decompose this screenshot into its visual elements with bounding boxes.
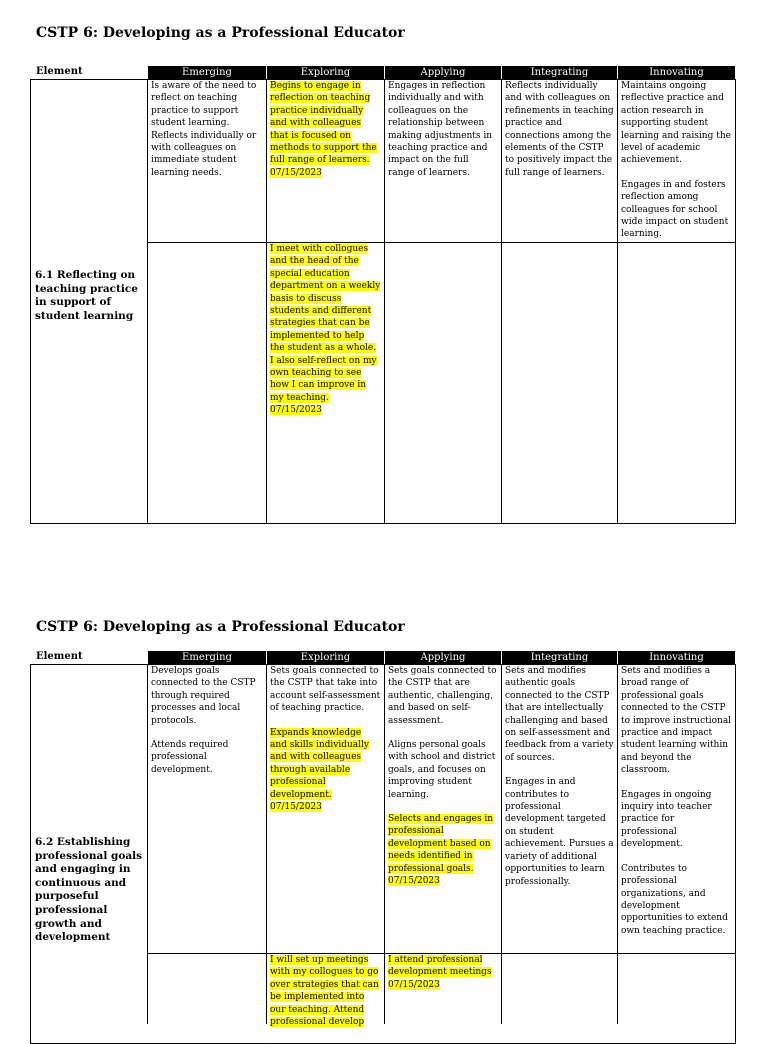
descriptor-text: Engages in and fosters reflection among colleagues for school wide impact on student learning.	[621, 179, 729, 240]
evidence-text: I attend professional development meetings	[388, 955, 492, 978]
level-header-exploring: Exploring	[267, 66, 384, 79]
descriptor-text: Sets and modifies authentic goals connected to the CSTP that are intellectually challenging and based on self-assessment and feedback from a variety of sources.	[505, 666, 614, 763]
descriptor-text: Sets goals connected to the CSTP that take into account self-assessment of teaching practice.	[270, 666, 381, 714]
level-header-integrating: Integrating	[502, 651, 617, 664]
date-stamp: 07/15/2023	[270, 802, 322, 813]
descriptor-exploring	[267, 665, 384, 813]
level-header-emerging: Emerging	[148, 66, 266, 79]
evidence-applying	[385, 954, 501, 991]
element-column-header: Element	[36, 651, 83, 662]
descriptor-text: Expands knowledge and skills individually and with colleagues through available professional development.	[270, 727, 370, 800]
descriptor-applying	[385, 80, 501, 179]
evidence-exploring	[267, 243, 384, 417]
level-header-innovating: Innovating	[618, 651, 735, 664]
level-header-innovating: Innovating	[618, 66, 735, 79]
descriptor-text: Engages in and contributes to professional development targeted on student achievement. Pursues a variety of additional opportunities to learn professionally.	[505, 777, 614, 887]
descriptor-emerging	[148, 80, 266, 179]
date-stamp: 07/15/2023	[270, 405, 322, 416]
descriptor-innovating	[618, 80, 735, 241]
level-header-emerging: Emerging	[148, 651, 266, 664]
descriptor-text: Aligns personal goals with school and district goals, and focuses on improving student learning.	[388, 740, 496, 800]
descriptor-text: Begins to engage in reflection on teaching practice individually and with colleagues that is focused on methods to support the full range of learners.	[270, 81, 377, 166]
element-column-header: Element	[36, 66, 83, 77]
element-label: 6.1 Reflecting on teaching practice in support of student learning	[35, 269, 138, 322]
level-header-applying: Applying	[385, 66, 501, 79]
page-title: CSTP 6: Developing as a Professional Educator	[36, 25, 405, 41]
descriptor-exploring	[267, 80, 384, 179]
descriptor-integrating	[502, 80, 617, 179]
descriptor-text: Maintains ongoing reflective practice and action research in supporting student learning and raising the level of academic achievement.	[621, 81, 731, 166]
level-header-exploring: Exploring	[267, 651, 384, 664]
descriptor-text: Attends required professional development.	[151, 740, 229, 775]
descriptor-integrating	[502, 665, 617, 888]
descriptor-text: Reflects individually and with colleagues on refinements in teaching practice and connections among the elements of the CSTP to positively impact the full range of learners.	[505, 81, 614, 178]
evidence-text: I will set up meetings with my collogues to go over strategies that can be implemented into our teaching. Attend professional develop	[270, 955, 379, 1028]
page-title: CSTP 6: Developing as a Professional Educator	[36, 619, 405, 635]
element-label: 6.2 Establishing professional goals and engaging in continuous and purposeful professional growth and development	[35, 836, 143, 944]
date-stamp: 07/15/2023	[388, 876, 440, 887]
descriptor-text: Sets goals connected to the CSTP that are authentic, challenging, and based on self-assessment.	[388, 666, 497, 726]
evidence-exploring	[267, 954, 384, 1028]
descriptor-text: Is aware of the need to reflect on teaching practice to support student learning. Reflects individually or with colleagues on immediate student learning needs.	[151, 81, 257, 178]
descriptor-text: Engages in ongoing inquiry into teacher practice for professional development.	[621, 789, 712, 850]
level-header-integrating: Integrating	[502, 66, 617, 79]
evidence-text: I meet with collogues and the head of the special education department on a weekly basis to discuss students and different strategies that can be implemented to help the student as a whole. I also self-reflect on my own teaching to see how I can improve in my teaching.	[270, 244, 381, 403]
descriptor-text: Contributes to professional organizations, and development opportunities to extend own teaching practice.	[621, 863, 728, 936]
descriptor-applying	[385, 665, 501, 888]
descriptor-text: Selects and engages in professional development based on needs identified in professional goals.	[388, 814, 494, 874]
descriptor-emerging	[148, 665, 266, 776]
descriptor-innovating	[618, 665, 735, 937]
level-header-applying: Applying	[385, 651, 501, 664]
date-stamp: 07/15/2023	[270, 167, 322, 178]
date-stamp: 07/15/2023	[388, 979, 440, 990]
descriptor-text: Sets and modifies a broad range of professional goals connected to the CSTP to improve instructional practice and impact student learning within and beyond the classroom.	[621, 666, 732, 776]
descriptor-text: Engages in reflection individually and with colleagues on the relationship between making adjustments in teaching practice and impact on the full range of learners.	[388, 81, 493, 178]
row-divider	[147, 242, 736, 243]
descriptor-text: Develops goals connected to the CSTP through required processes and local protocols.	[151, 666, 256, 726]
